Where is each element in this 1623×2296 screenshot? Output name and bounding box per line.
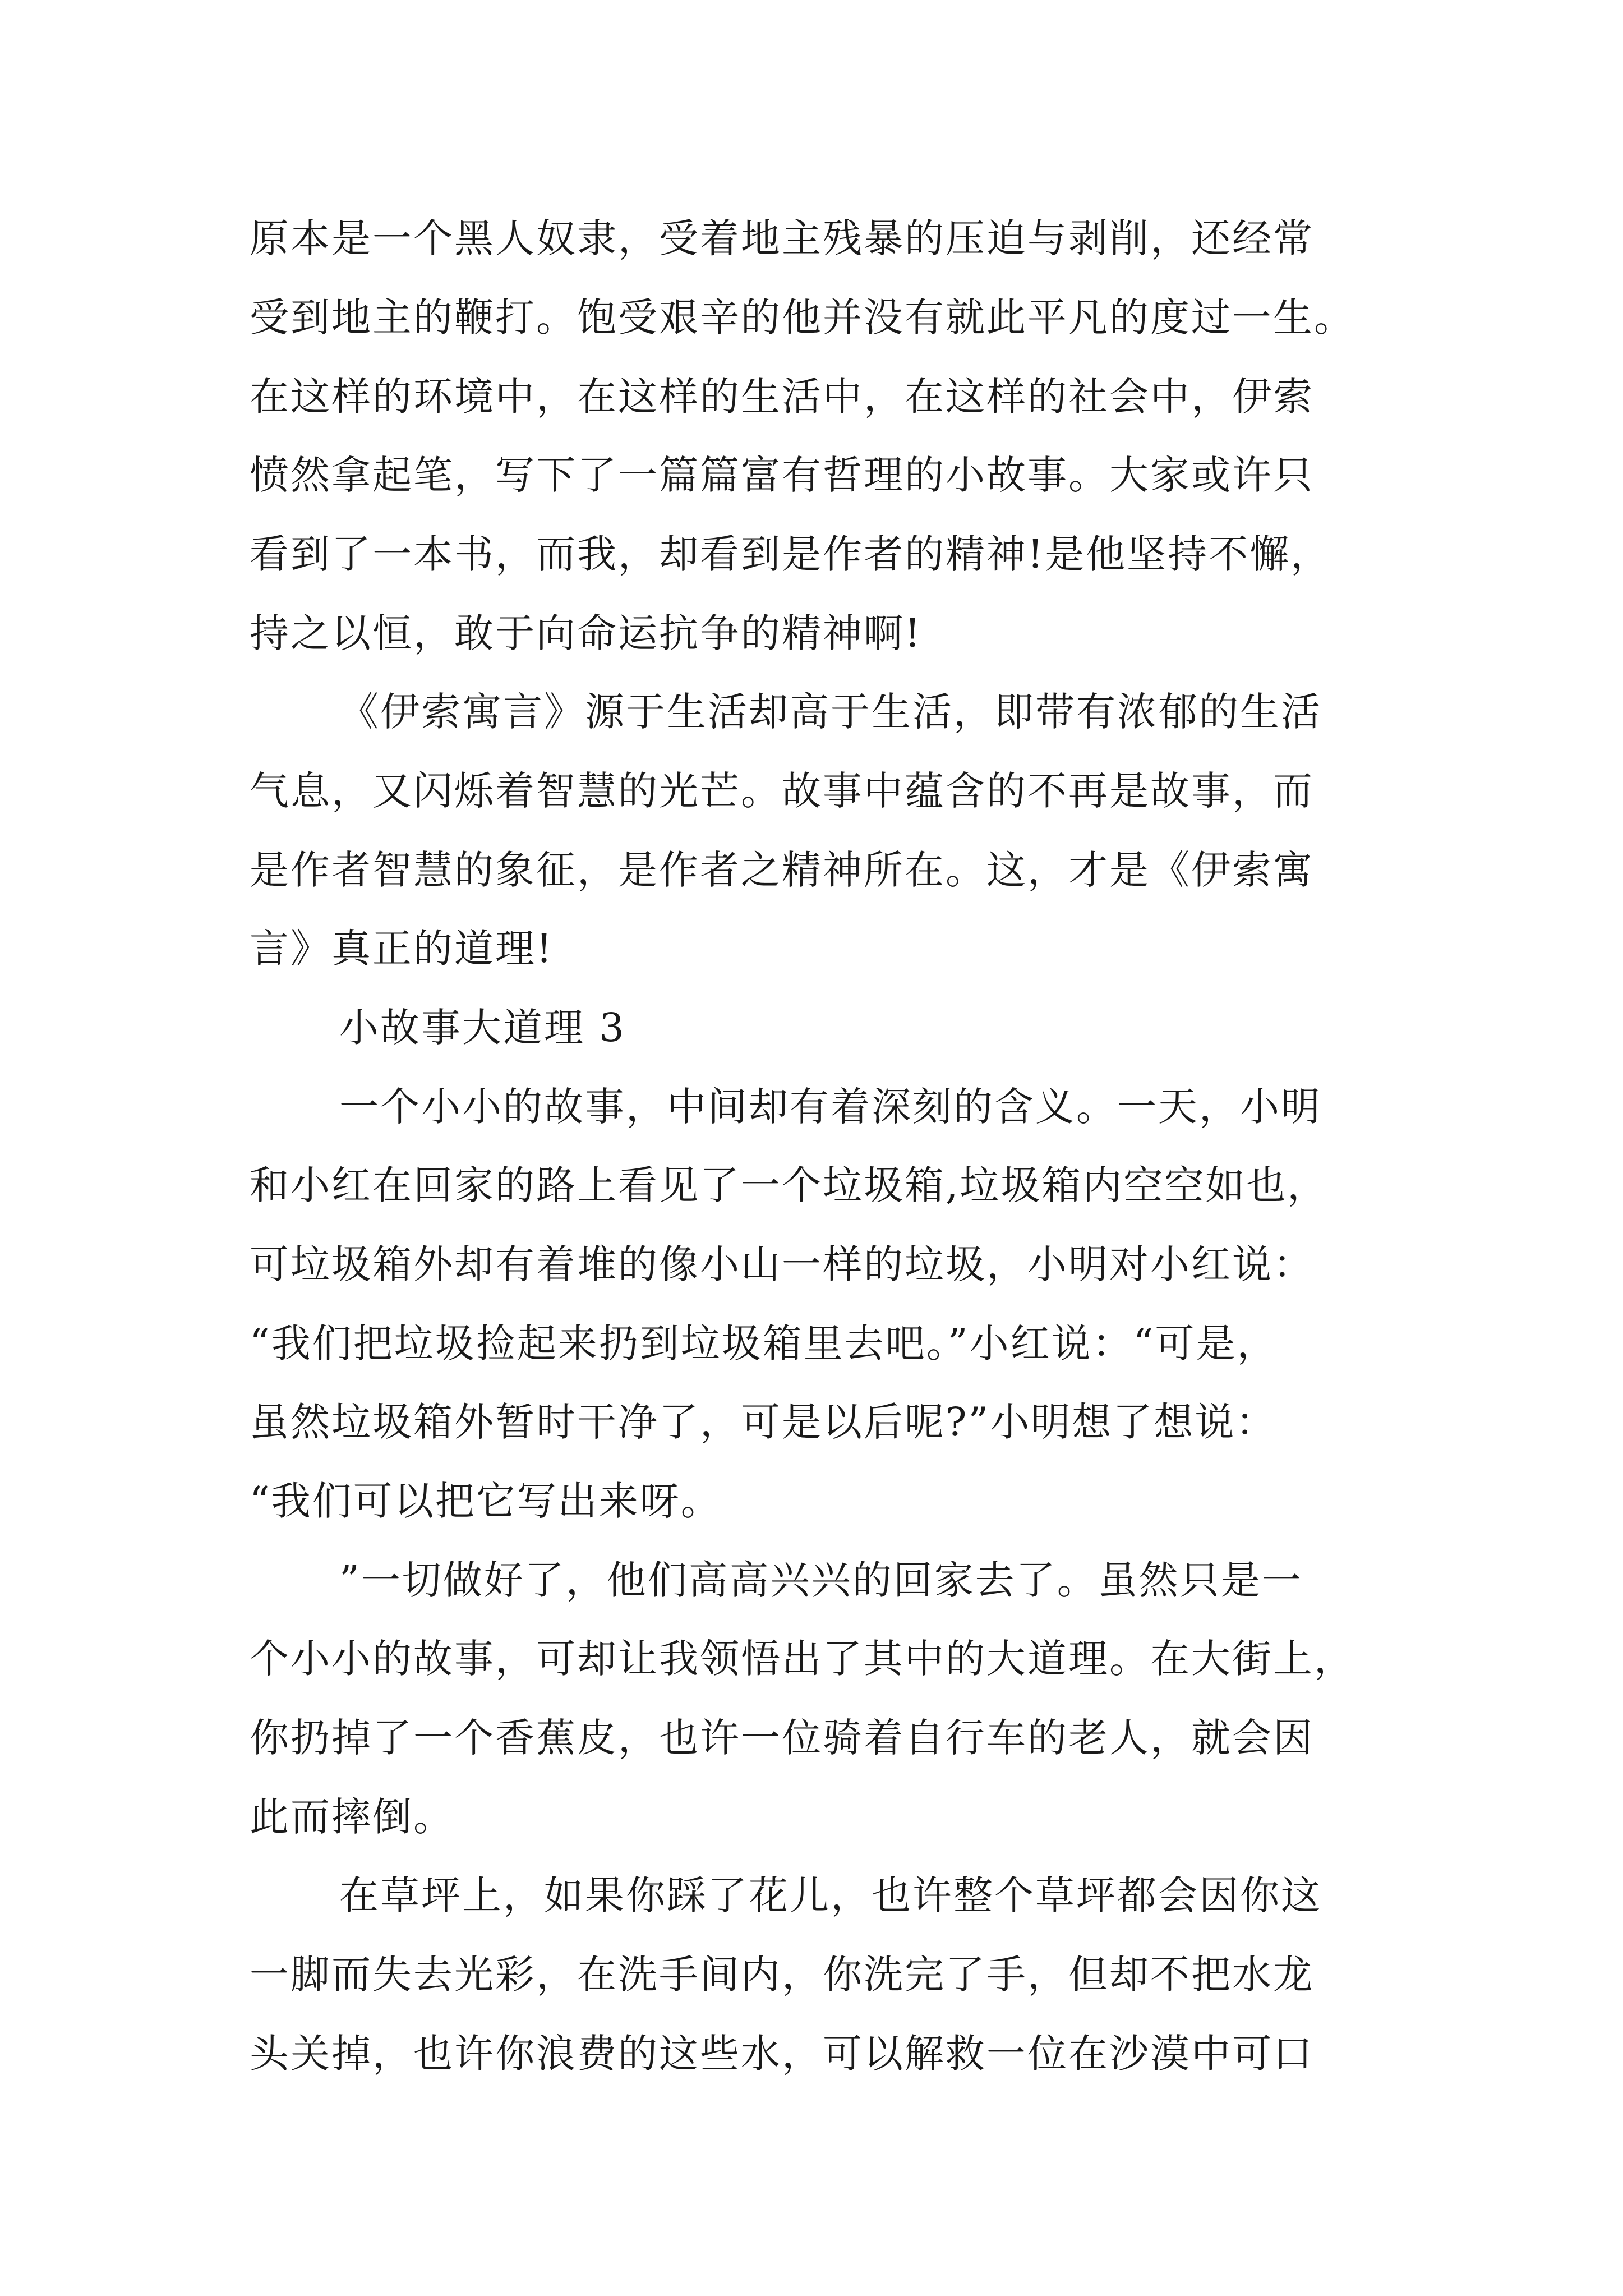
text-line: 可垃圾箱外却有着堆的像小山一样的垃圾，小明对小红说：: [250, 1241, 1314, 1287]
text-line: 一脚而失去光彩，在洗手间内，你洗完了手，但却不把水龙: [250, 1952, 1314, 1998]
text-line: 受到地主的鞭打。饱受艰辛的他并没有就此平凡的度过一生。: [250, 295, 1355, 341]
paragraph-first-line: ”一切做好了，他们高高兴兴的回家去了。虽然只是一: [339, 1557, 1303, 1603]
paragraph-first-line: 一个小小的故事，中间却有着深刻的含义。一天，小明: [339, 1084, 1322, 1130]
text-line: 愤然拿起笔，写下了一篇篇富有哲理的小故事。大家或许只: [250, 452, 1314, 498]
text-line: 个小小的故事，可却让我领悟出了其中的大道理。在大街上，: [250, 1636, 1355, 1682]
text-line: 言》真正的道理!: [250, 926, 554, 972]
text-line: “我们可以把它写出来呀。: [250, 1478, 722, 1524]
text-line: 此而摔倒。: [250, 1794, 454, 1840]
paragraph-first-line: 《伊索寓言》源于生活却高于生活，即带有浓郁的生活: [339, 689, 1322, 735]
text-line: 原本是一个黑人奴隶，受着地主残暴的压迫与剥削，还经常: [250, 215, 1314, 261]
text-line: 是作者智慧的象征，是作者之精神所在。这，才是《伊索寓: [250, 847, 1314, 893]
text-line: 你扔掉了一个香蕉皮，也许一位骑着自行车的老人，就会因: [250, 1715, 1314, 1761]
text-line: 和小红在回家的路上看见了一个垃圾箱,垃圾箱内空空如也，: [250, 1162, 1329, 1208]
section-heading: 小故事大道理 3: [339, 1005, 626, 1051]
text-line: 虽然垃圾箱外暂时干净了，可是以后呢?”小明想了想说：: [250, 1399, 1277, 1445]
text-line: 看到了一本书，而我，却看到是作者的精神!是他坚持不懈，: [250, 531, 1332, 577]
text-line: 持之以恒，敢于向命运抗争的精神啊!: [250, 610, 923, 656]
paragraph-first-line: 在草坪上，如果你踩了花儿，也许整个草坪都会因你这: [339, 1872, 1322, 1918]
text-line: 在这样的环境中，在这样的生活中，在这样的社会中，伊索: [250, 374, 1314, 420]
text-line: “我们把垃圾捡起来扔到垃圾箱里去吧。”小红说：“可是，: [250, 1320, 1278, 1366]
text-line: 头关掉，也许你浪费的这些水，可以解救一位在沙漠中可口: [250, 2031, 1314, 2077]
text-line: 气息，又闪烁着智慧的光芒。故事中蕴含的不再是故事，而: [250, 768, 1314, 814]
